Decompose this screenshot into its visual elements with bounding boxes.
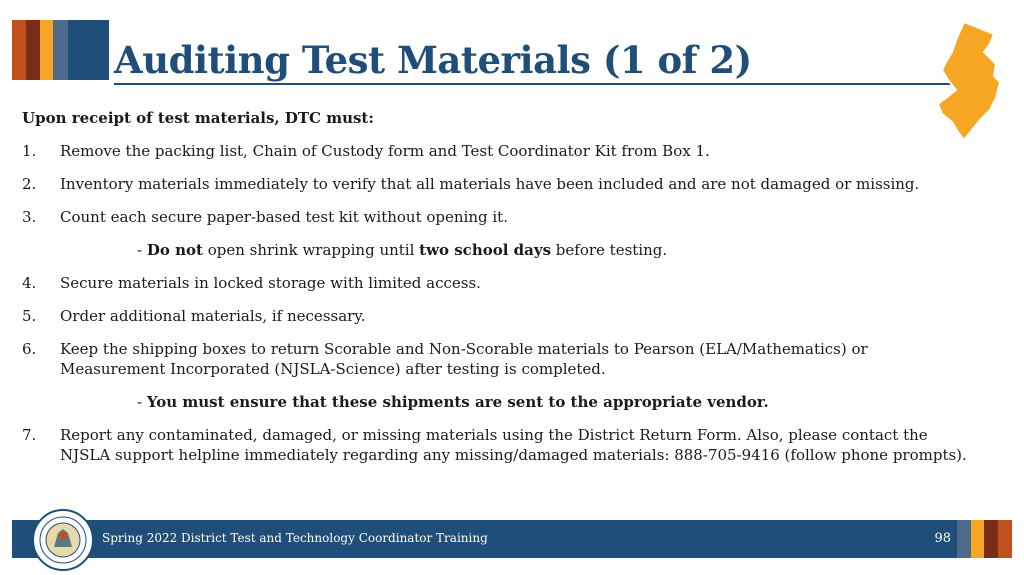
footer-text: Spring 2022 District Test and Technology Coordinator Training: [102, 531, 488, 545]
list-number: 1.: [22, 142, 37, 160]
list-number: 7.: [22, 426, 37, 444]
list-text: Secure materials in locked storage with limited access.: [60, 274, 481, 292]
list-text: Order additional materials, if necessary.: [60, 307, 366, 325]
sub-note: [22, 392, 972, 412]
sub-bold: two school days: [419, 241, 552, 259]
page-title: Auditing Test Materials (1 of 2): [114, 38, 752, 82]
list-number: 5.: [22, 307, 37, 325]
list-number: 2.: [22, 175, 37, 193]
list-number: 6.: [22, 340, 37, 358]
list-item: [22, 425, 972, 465]
sub-text: before testing.: [551, 241, 668, 259]
list-number: 4.: [22, 274, 37, 292]
footer-bar: [12, 520, 957, 558]
header-stripes: [12, 20, 109, 80]
list-item: [22, 207, 972, 227]
sub-bold: Do not: [146, 241, 203, 259]
slide-body: [22, 108, 972, 478]
page-number: 98: [934, 531, 951, 546]
list-text: Remove the packing list, Chain of Custody form and Test Coordinator Kit from Box 1.: [60, 142, 710, 160]
list-text: Inventory materials immediately to verify that all materials have been included and are not damaged or missing.: [60, 175, 920, 193]
list-item: [22, 306, 972, 326]
list-text: Keep the shipping boxes to return Scorable and Non-Scorable materials to Pearson (ELA/Mathematics) or Measurement Incorporated (NJSLA-Science) after testing is completed.: [60, 340, 868, 378]
sub-note: [22, 240, 972, 260]
list-item: [22, 174, 972, 194]
footer-stripes: [957, 520, 1012, 558]
list-number: 3.: [22, 208, 37, 226]
sub-dash: -: [137, 241, 147, 259]
nj-department-of-education-seal: [32, 509, 94, 571]
sub-dash: -: [137, 393, 147, 411]
list-item: [22, 141, 972, 161]
list-item: [22, 273, 972, 293]
sub-text: open shrink wrapping until: [202, 241, 420, 259]
list-text: Count each secure paper-based test kit without opening it.: [60, 208, 508, 226]
list-text: Report any contaminated, damaged, or missing materials using the District Return Form. Also, please contact the NJSLA support helpline immediately regarding any missing/damaged materials: 888-705-9416 (follow phone prompts).: [60, 426, 967, 464]
title-underline: [114, 83, 960, 85]
sub-bold: You must ensure that these shipments are sent to the appropriate vendor.: [146, 393, 769, 411]
intro-text: Upon receipt of test materials, DTC must:: [22, 109, 374, 127]
list-item: [22, 339, 972, 379]
